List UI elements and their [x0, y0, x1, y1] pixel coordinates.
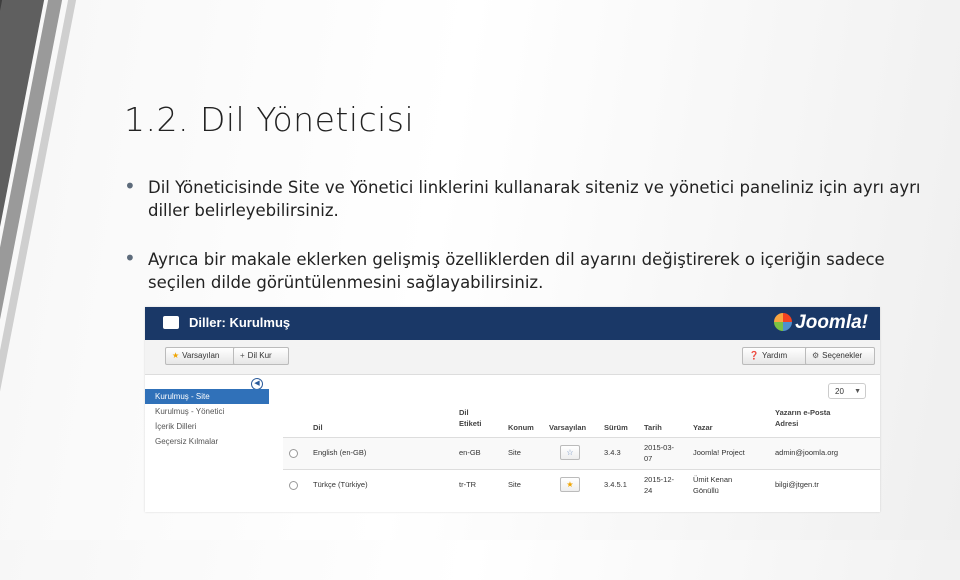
bullet-list — [124, 176, 924, 320]
help-icon: ❓ — [749, 351, 759, 360]
column-header-email-line2: Adresi — [775, 419, 799, 428]
sidebar-item-overrides[interactable]: Geçersiz Kılmalar — [155, 437, 219, 446]
column-header-tag-line2: Etiketi — [459, 419, 482, 428]
date-line1: 2015-12- — [644, 475, 675, 484]
column-header-default[interactable]: Varsayılan — [549, 423, 587, 432]
language-location: Site — [508, 480, 521, 489]
joomla-screenshot — [145, 307, 880, 512]
list-limit-value: 20 — [835, 387, 844, 396]
bullet-text: Ayrıca bir makale eklerken gelişmiş özelliklerden dil ayarını değiştirerek o içeriğin sadece seçilen dilde görüntülenmesini sağlayabilirsiniz. — [148, 250, 885, 292]
language-tag: tr-TR — [459, 480, 477, 489]
options-button[interactable] — [805, 347, 875, 365]
install-language-button[interactable] — [233, 347, 289, 365]
default-star-icon[interactable]: ★ — [560, 477, 580, 492]
column-header-tag[interactable] — [459, 407, 482, 429]
bullet-icon: • — [124, 174, 136, 198]
language-date — [644, 442, 674, 464]
language-name: Türkçe (Türkiye) — [313, 480, 368, 489]
help-button[interactable] — [742, 347, 814, 365]
language-version: 3.4.5.1 — [604, 480, 627, 489]
collapse-sidebar-icon[interactable]: ◀ — [251, 378, 263, 390]
row-select-radio[interactable] — [289, 481, 298, 490]
toolbar — [145, 340, 880, 375]
column-header-language[interactable]: Dil — [313, 423, 323, 432]
admin-header — [145, 307, 880, 340]
column-header-tag-line1: Dil — [459, 408, 469, 417]
language-name: English (en-GB) — [313, 448, 367, 457]
author-line2: Gönüllü — [693, 486, 719, 495]
language-version: 3.4.3 — [604, 448, 621, 457]
slide-title: 1.2. Dil Yöneticisi — [124, 100, 415, 139]
language-author-email: admin@joomla.org — [775, 448, 839, 457]
date-line2: 07 — [644, 454, 653, 463]
date-line1: 2015-03- — [644, 443, 675, 452]
language-author-email: bilgi@jtgen.tr — [775, 480, 819, 489]
bullet-text: Dil Yöneticisinde Site ve Yönetici linklerini kullanarak siteniz ve yönetici paneliniz için ayrı ayrı diller belirleyebilirsiniz. — [148, 178, 921, 220]
row-select-radio[interactable] — [289, 449, 298, 458]
column-header-email[interactable] — [775, 407, 830, 429]
language-date — [644, 474, 674, 496]
chevron-down-icon: ▼ — [854, 388, 861, 395]
joomla-logo-icon — [774, 313, 792, 331]
bullet-icon: • — [124, 246, 136, 270]
language-tag: en-GB — [459, 448, 481, 457]
gear-icon: ⚙ — [812, 351, 820, 360]
author-line1: Ümit Kenan — [693, 475, 733, 484]
sidebar-item-content-languages[interactable]: İçerik Dilleri — [155, 422, 197, 431]
sidebar-item-installed-admin[interactable]: Kurulmuş - Yönetici — [155, 407, 225, 416]
table-row — [283, 469, 880, 502]
set-default-star-icon[interactable]: ☆ — [560, 445, 580, 460]
list-limit-select[interactable] — [828, 383, 866, 399]
column-header-author[interactable]: Yazar — [693, 423, 713, 432]
page-title: Diller: Kurulmuş — [189, 315, 291, 330]
plus-icon: + — [240, 351, 245, 360]
star-icon: ★ — [172, 351, 180, 360]
table-row — [283, 437, 880, 470]
default-button-label: Varsayılan — [182, 351, 220, 360]
column-header-date[interactable]: Tarih — [644, 423, 662, 432]
bullet-item — [124, 248, 924, 294]
help-button-label: Yardım — [761, 351, 788, 360]
column-header-version[interactable]: Sürüm — [604, 423, 628, 432]
comment-icon — [163, 316, 179, 329]
column-header-email-line1: Yazarın e-Posta — [775, 408, 831, 417]
options-button-label: Seçenekler — [822, 351, 863, 360]
install-language-label: Dil Kur — [247, 351, 272, 360]
logo-text: Joomla! — [795, 312, 868, 333]
column-header-location[interactable]: Konum — [508, 423, 534, 432]
language-author — [693, 474, 732, 496]
language-location: Site — [508, 448, 521, 457]
date-line2: 24 — [644, 486, 653, 495]
bullet-item — [124, 176, 924, 222]
joomla-logo — [774, 312, 868, 334]
language-author: Joomla! Project — [693, 448, 745, 457]
sidebar — [145, 374, 269, 474]
sidebar-item-installed-site[interactable]: Kurulmuş - Site — [145, 389, 269, 404]
